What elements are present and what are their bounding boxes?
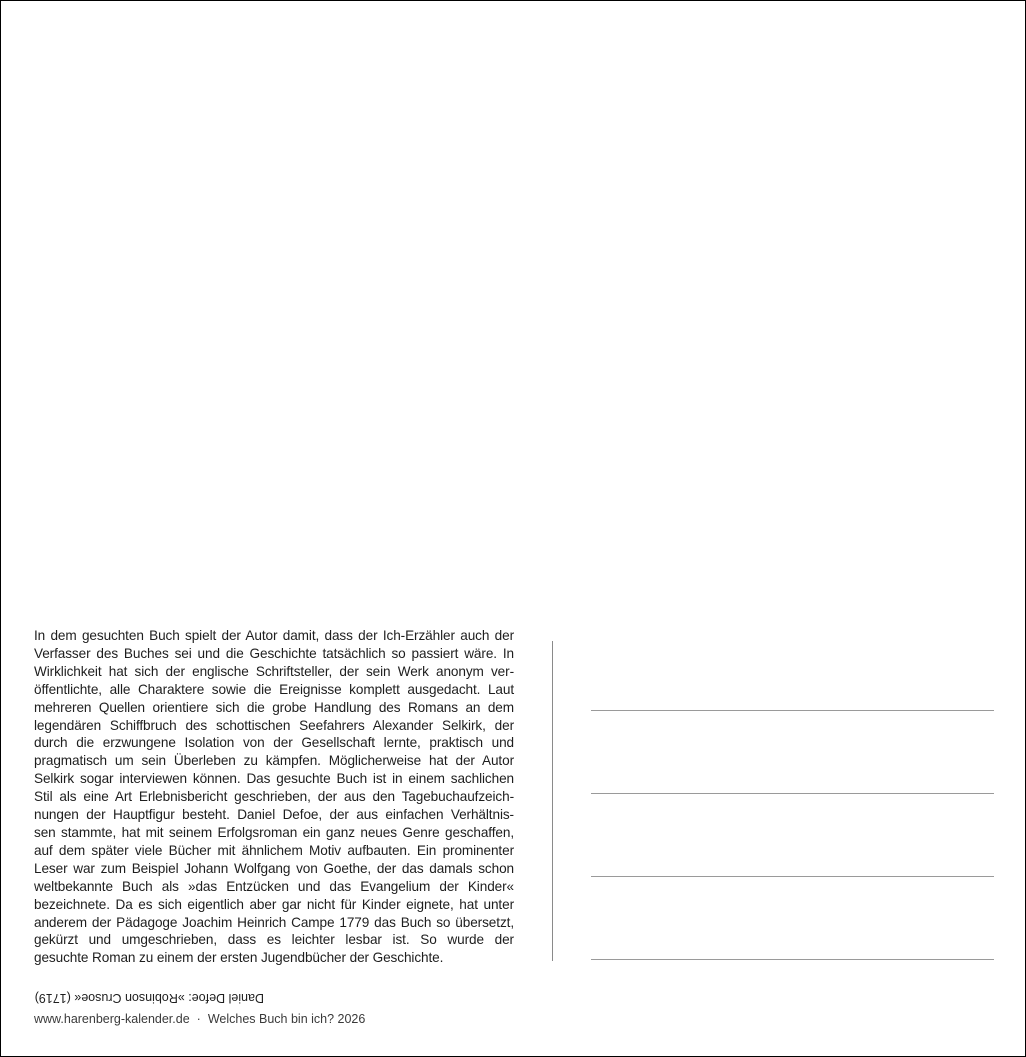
body-line: pragmatisch um sein Überleben zu kämpfen. Möglicherweise hat der Autor [34,753,514,769]
body-line: Wirklichkeit hat sich der englische Schriftsteller, der sein Werk anonym ver- [34,663,514,679]
answer-line [591,793,994,794]
answer-line [591,876,994,877]
body-line: sen stammte, hat mit seinem Erfolgsroman ein ganz neues Genre geschaffen, [34,824,514,840]
body-line: Leser war zum Beispiel Johann Wolfgang von Goethe, der das damals schon [34,860,514,876]
body-line: bezeichnete. Da es sich eigentlich aber gar nicht für Kinder eignete, hat unter [34,896,514,912]
body-line: legendären Schiffbruch des schottischen Seefahrers Alexander Selkirk, der [34,717,514,733]
body-line: Selkirk sogar interviewen können. Das gesuchte Buch ist in einem sachlichen [34,771,514,787]
answer-line [591,710,994,711]
body-line: durch die erzwungene Isolation von der Gesellschaft lernte, praktisch und [34,735,514,751]
vertical-divider [552,641,553,961]
answer-line [591,959,994,960]
footer-url: www.harenberg-kalender.de [34,1012,190,1026]
body-line: nungen der Hauptfigur besteht. Daniel Defoe, der aus einfachen Verhältnis- [34,807,514,823]
body-line: weltbekannte Buch als »das Entzücken und das Evangelium der Kinder« [34,878,514,894]
body-line: gesuchte Roman zu einem der ersten Jugendbücher der Geschichte. [34,950,444,966]
footer-separator: · [196,1012,201,1026]
body-line: öffentlichte, alle Charaktere sowie die Ereignisse komplett ausgedacht. Laut [34,681,514,697]
page-footer [34,1010,365,1028]
body-line: Stil als eine Art Erlebnisbericht geschrieben, der aus den Tagebuchaufzeich- [34,789,514,805]
footer-title: Welches Buch bin ich? 2026 [207,1012,366,1026]
body-line: gekürzt und umgeschrieben, dass es leichter lesbar ist. So wurde der [34,932,514,948]
body-line: auf dem später viele Bücher mit ähnlichem Motiv aufbauten. Ein prominenter [34,842,514,858]
body-line: anderem der Pädagoge Joachim Heinrich Campe 1779 das Buch so übersetzt, [34,914,514,930]
body-text [34,627,514,967]
body-line: mehreren Quellen orientiere sich die grobe Handlung des Romans an dem [34,699,514,715]
body-line: Verfasser des Buches sei und die Geschichte tatsächlich so passiert wäre. In [34,645,514,661]
upside-down-solution: Daniel Defoe: »Robinson Crusoe« (1719) [34,991,264,1005]
body-line: In dem gesuchten Buch spielt der Autor damit, dass der Ich-Erzähler auch der [34,628,514,643]
